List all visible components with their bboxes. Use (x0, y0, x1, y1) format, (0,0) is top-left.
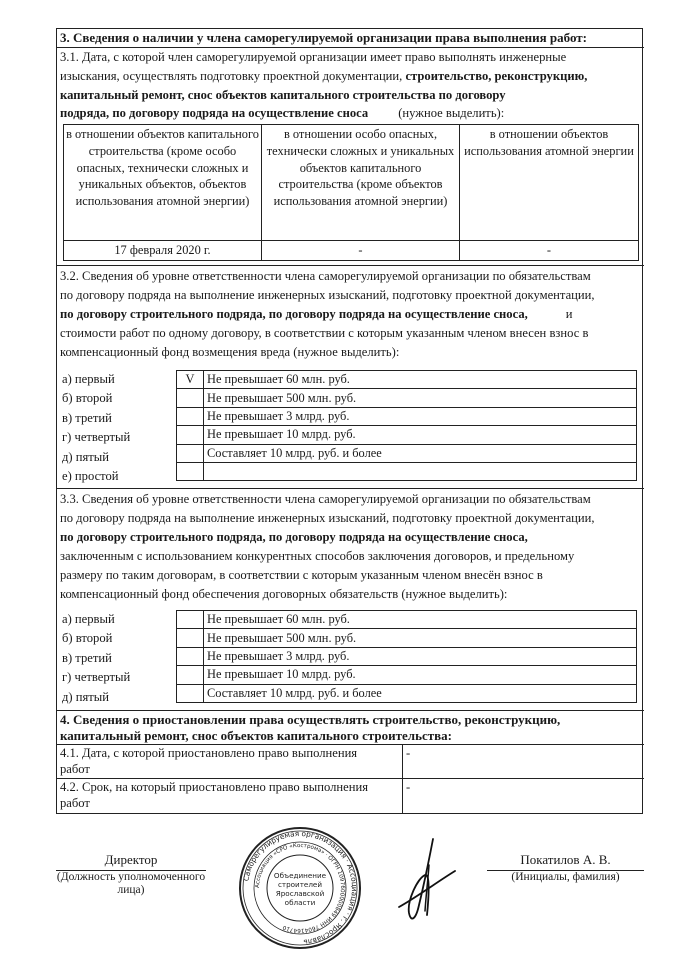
s32-line-2: по договору подряда на выполнение инженерных изысканий, подготовку проектной документации, (60, 288, 595, 302)
level-value: Составляет 10 млрд. руб. и более (204, 684, 637, 702)
s33-level-label: г) четвертый (62, 670, 131, 685)
s33-line-6: компенсационный фонд обеспечения договорных обязательств (нужное выделить): (60, 587, 508, 601)
s32-level-labels (62, 370, 130, 486)
level-value: Составляет 10 млрд. руб. и более (204, 444, 637, 462)
table-row (177, 684, 637, 702)
s31-line-4: подряда, по договору подряда на осуществление сноса (нужное выделить): (60, 106, 505, 120)
s31-line-1: 3.1. Дата, с которой член саморегулируемой организации имеет право выполнять инженерные (60, 50, 567, 64)
s33-line-1: 3.3. Сведения об уровне ответственности члена саморегулируемой организации по обязательствам (60, 492, 591, 506)
s33-level-label: в) третий (62, 650, 112, 665)
divider (56, 265, 644, 266)
s31-line-2: изыскания, осуществлять подготовку проектной документации, строительство, реконструкцию, (60, 69, 588, 83)
divider (56, 488, 644, 489)
table-row (177, 647, 637, 665)
s33-level-label: б) второй (62, 631, 113, 646)
s32-level-label: а) первый (62, 372, 115, 386)
s32-line-4: стоимости работ по одному договору, в соответствии с которым указанным членом внесен взнос в (60, 326, 589, 340)
s41-label-line-1: 4.1. Дата, с которой приостановлено право выполнения (60, 746, 358, 760)
svg-text:Ассоциация «СРО «Кострома» · О: Ассоциация «СРО «Кострома» · ОГРН 1097600000849 ИНН 7604164710 (254, 842, 346, 934)
s32-level-label: б) второй (62, 391, 113, 406)
s31-date-table (63, 124, 639, 261)
level-checkbox[interactable] (177, 666, 204, 684)
level-value (204, 462, 637, 480)
column-divider (402, 744, 403, 814)
s33-level-labels (62, 610, 130, 707)
level-value: Не превышает 3 млрд. руб. (204, 407, 637, 425)
level-value: Не превышает 500 млн. руб. (204, 389, 637, 407)
table-row (177, 629, 637, 647)
level-value: Не превышает 60 млн. руб. (204, 611, 637, 629)
s32-line-3: по договору строительного подряда, по договору подряда на осуществление сноса, и (60, 307, 573, 321)
signer-name: Покатилов А. В. (520, 852, 611, 867)
s31-value-capital: 17 февраля 2020 г. (64, 241, 262, 261)
s33-line-4: заключенным с использованием конкурентных способов заключения договоров, и предельному (60, 549, 575, 563)
level-checkbox[interactable] (177, 444, 204, 462)
table-row (177, 389, 637, 407)
table-row (177, 611, 637, 629)
s41-label-line-2: работ (60, 762, 90, 776)
svg-text:строителей: строителей (277, 880, 323, 889)
svg-text:области: области (284, 898, 316, 907)
section-4-title-line-2: капитальный ремонт, снос объектов капитального строительства: (60, 728, 452, 743)
svg-text:Объединение: Объединение (273, 871, 327, 880)
stamp-icon (238, 826, 362, 950)
section-3-title: 3. Сведения о наличии у члена саморегулируемой организации права выполнения работ: (60, 30, 587, 45)
s42-value: - (406, 780, 411, 794)
s31-col-dangerous: в отношении особо опасных, технически сложных и уникальных объектов капитального строительства (кроме объектов использования атомной энергии) (262, 125, 460, 241)
s31-line-3: капитальный ремонт, снос объектов капитального строительства по договору (60, 88, 506, 102)
s32-level-label: в) третий (62, 410, 112, 425)
table-row (177, 666, 637, 684)
table-row (177, 444, 637, 462)
s33-line-2: по договору подряда на выполнение инженерных изысканий, подготовку проектной документации, (60, 511, 595, 525)
s31-col-atomic: в отношении объектов использования атомной энергии (460, 125, 639, 241)
s32-line-5: компенсационный фонд возмещения вреда (нужное выделить): (60, 345, 400, 359)
table-row (177, 426, 637, 444)
level-checkbox[interactable] (177, 611, 204, 629)
level-checkbox[interactable] (177, 462, 204, 480)
position-caption-line-2: лица) (117, 884, 145, 896)
s31-values-row (64, 241, 639, 261)
s32-level-label: г) четвертый (62, 430, 131, 445)
level-checkbox[interactable] (177, 407, 204, 425)
svg-text:Ярославской: Ярославской (275, 889, 325, 898)
signature-icon (395, 835, 465, 930)
s31-col-capital: в отношении объектов капитального строительства (кроме особо опасных, технически сложных и уникальных объектов, объектов использования атомной энергии) (64, 125, 262, 241)
s42-label-line-1: 4.2. Срок, на который приостановлено право выполнения (60, 780, 369, 794)
level-value: Не превышает 60 млн. руб. (204, 371, 637, 389)
level-checkbox[interactable]: V (177, 371, 204, 389)
s42-label-line-2: работ (60, 796, 90, 810)
s32-level-table (176, 370, 637, 481)
level-checkbox[interactable] (177, 389, 204, 407)
level-checkbox[interactable] (177, 426, 204, 444)
s33-level-table (176, 610, 637, 703)
table-row (177, 462, 637, 480)
s32-level-label: д) пятый (62, 449, 109, 464)
position-signature-block (56, 852, 206, 897)
section-4-title-line-1: 4. Сведения о приостановлении права осуществлять строительство, реконструкцию, (60, 712, 561, 727)
s41-value: - (406, 746, 411, 760)
s31-header-row (64, 125, 639, 241)
table-row (177, 407, 637, 425)
name-signature-block (487, 852, 644, 884)
level-value: Не превышает 10 млрд. руб. (204, 666, 637, 684)
handwritten-signature (395, 835, 465, 930)
svg-text:Саморегулируемая организация ·: Саморегулируемая организация · Ассоциация · г. Ярославль (241, 828, 360, 947)
level-checkbox[interactable] (177, 684, 204, 702)
level-value: Не превышает 10 млрд. руб. (204, 426, 637, 444)
s31-value-atomic: - (460, 241, 639, 261)
organization-stamp (238, 826, 362, 950)
level-value: Не превышает 3 млрд. руб. (204, 647, 637, 665)
level-checkbox[interactable] (177, 629, 204, 647)
level-checkbox[interactable] (177, 647, 204, 665)
position-caption-line-1: (Должность уполномоченного (56, 871, 206, 883)
s33-level-label: д) пятый (62, 689, 109, 704)
s33-line-5: размеру по таким договорам, в соответствии с которым указанным членом внесён взнос в (60, 568, 543, 582)
name-caption: (Инициалы, фамилия) (511, 871, 620, 883)
s33-line-3: по договору строительного подряда, по договору подряда на осуществление сноса, (60, 530, 528, 544)
s33-level-label: а) первый (62, 612, 115, 626)
level-value: Не превышает 500 млн. руб. (204, 629, 637, 647)
s31-value-dangerous: - (262, 241, 460, 261)
position-name: Директор (104, 852, 158, 867)
s32-line-1: 3.2. Сведения об уровне ответственности члена саморегулируемой организации по обязательствам (60, 269, 591, 283)
s32-level-label: е) простой (62, 468, 119, 483)
table-row (177, 371, 637, 389)
